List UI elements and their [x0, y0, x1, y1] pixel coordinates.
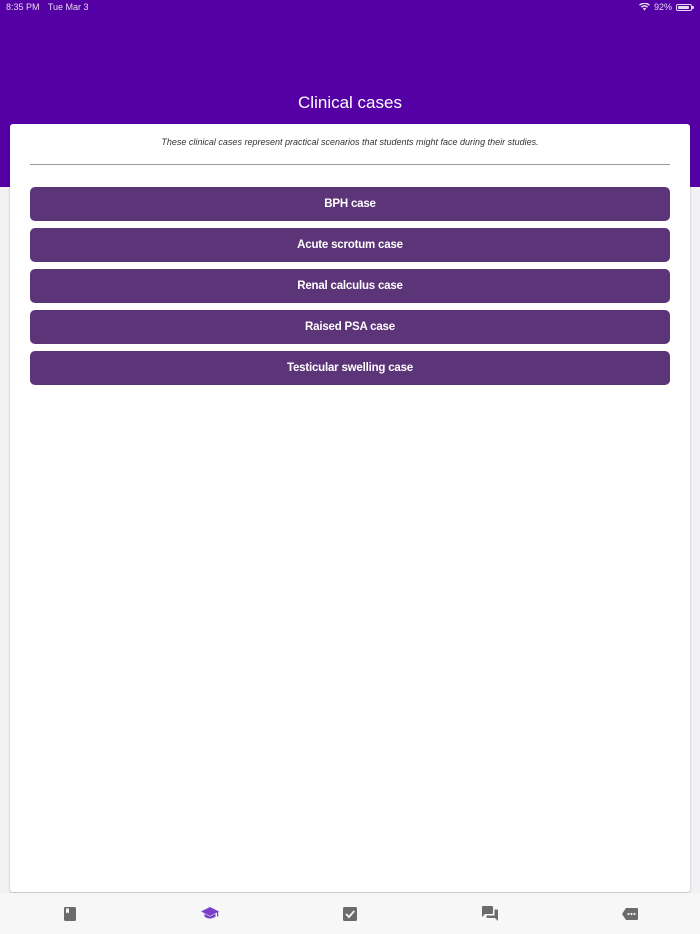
tab-clinical-cases[interactable] [140, 893, 280, 934]
tab-quiz[interactable] [280, 893, 420, 934]
message-more-icon [622, 908, 638, 920]
status-date: Tue Mar 3 [47, 2, 89, 12]
battery-fill [678, 6, 689, 9]
divider [30, 164, 670, 165]
tab-library[interactable] [0, 893, 140, 934]
battery-icon [676, 4, 692, 11]
book-icon [64, 907, 76, 921]
checkbox-icon [343, 907, 357, 921]
status-left [6, 2, 95, 12]
status-right [639, 2, 692, 12]
status-bar [0, 0, 700, 14]
case-button-renal-calculus[interactable]: Renal calculus case [30, 269, 670, 303]
case-button-testicular-swelling[interactable]: Testicular swelling case [30, 351, 670, 385]
tab-bar [0, 893, 700, 934]
status-time: 8:35 PM [6, 2, 40, 12]
page-title: Clinical cases [298, 93, 402, 112]
battery-percent: 92% [653, 2, 672, 12]
case-button-raised-psa[interactable]: Raised PSA case [30, 310, 670, 344]
tab-more[interactable] [560, 893, 700, 934]
case-list [30, 187, 670, 392]
case-button-acute-scrotum[interactable]: Acute scrotum case [30, 228, 670, 262]
case-button-bph[interactable]: BPH case [30, 187, 670, 221]
content-card [10, 124, 690, 892]
graduation-cap-icon [201, 907, 219, 920]
chat-bubbles-icon [482, 906, 498, 921]
intro-text: These clinical cases represent practical scenarios that students might face during their studies. [161, 137, 539, 147]
tab-discussion[interactable] [420, 893, 560, 934]
wifi-icon [639, 3, 650, 11]
